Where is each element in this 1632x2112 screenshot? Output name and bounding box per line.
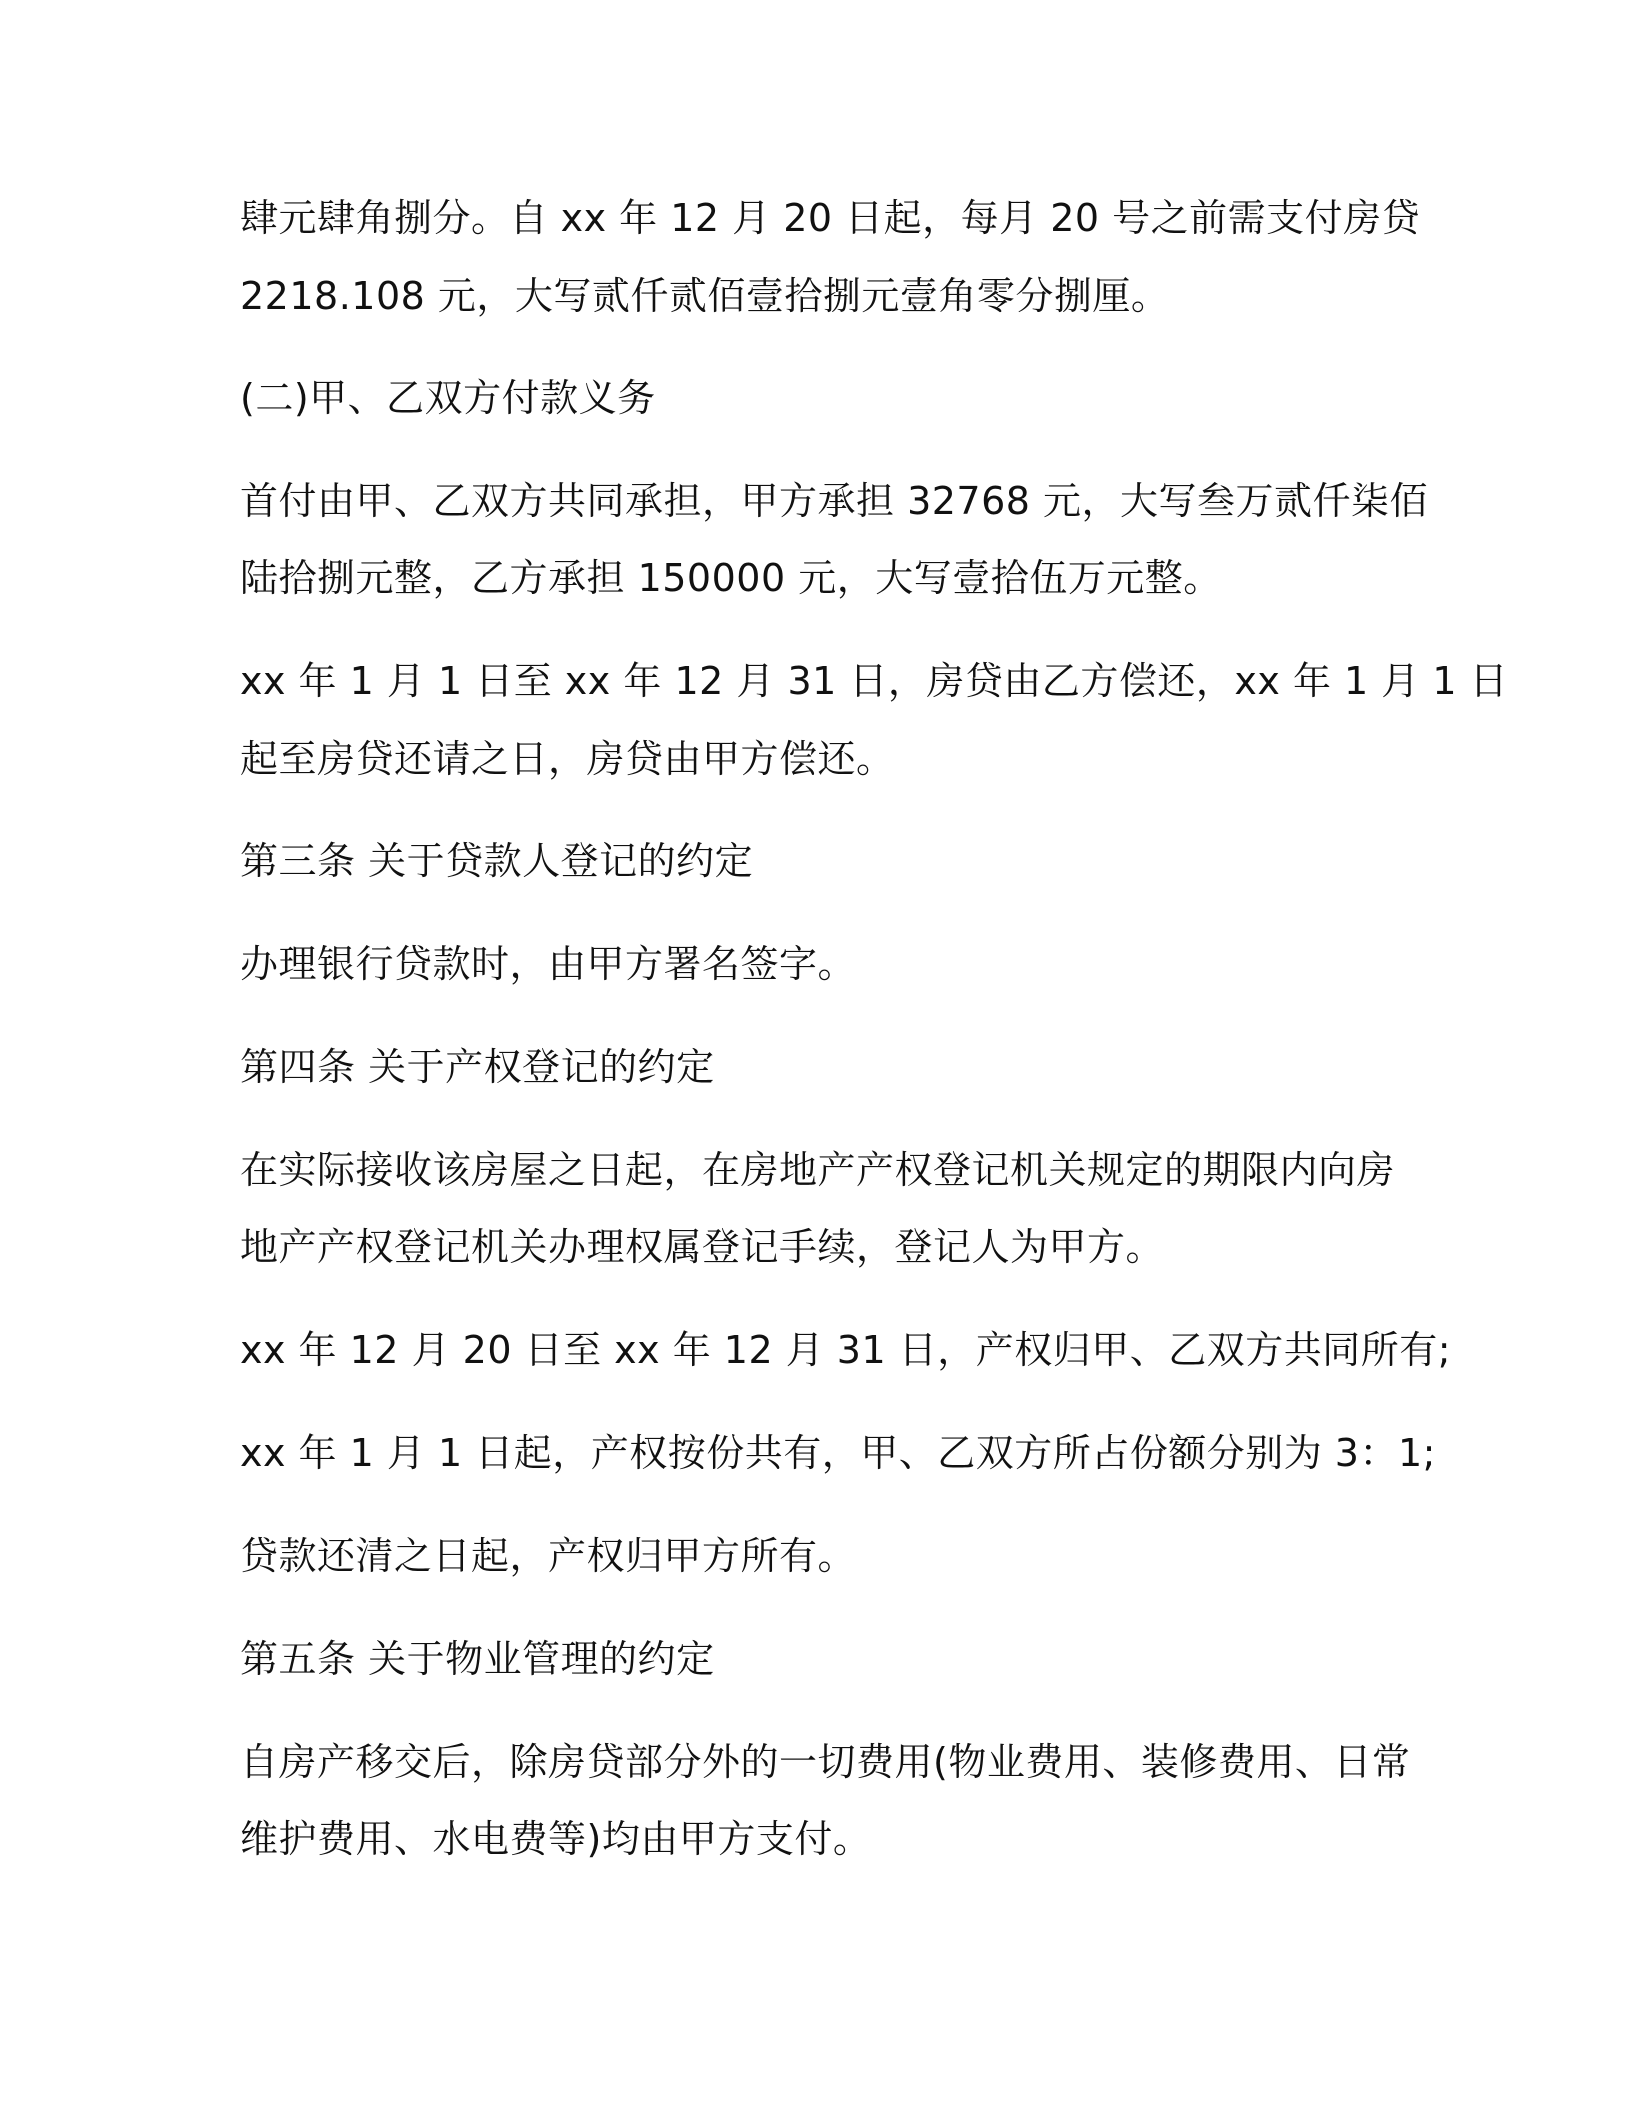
text-line: 办理银行贷款时，由甲方署名签字。 [240, 942, 857, 986]
article-heading: 第五条 关于物业管理的约定 [240, 1637, 715, 1681]
text-line: 肆元肆角捌分。自 xx 年 12 月 20 日起，每月 20 号之前需支付房贷 [240, 196, 1421, 240]
text-line: 维护费用、水电费等)均由甲方支付。 [240, 1817, 872, 1861]
text-line: 自房产移交后，除房贷部分外的一切费用(物业费用、装修费用、日常 [240, 1740, 1411, 1784]
section-heading: (二)甲、乙双方付款义务 [240, 376, 656, 420]
text-line: 地产产权登记机关办理权属登记手续，登记人为甲方。 [240, 1225, 1165, 1269]
article-heading: 第三条 关于贷款人登记的约定 [240, 839, 754, 883]
text-line: 陆拾捌元整，乙方承担 150000 元，大写壹拾伍万元整。 [240, 556, 1222, 600]
text-line: xx 年 12 月 20 日至 xx 年 12 月 31 日，产权归甲、乙双方共同所有; [240, 1328, 1452, 1372]
text-line: xx 年 1 月 1 日至 xx 年 12 月 31 日，房贷由乙方偿还，xx 年 1 月 1 日 [240, 659, 1509, 703]
text-line: 起至房贷还请之日，房贷由甲方偿还。 [240, 737, 895, 781]
article-heading: 第四条 关于产权登记的约定 [240, 1045, 715, 1089]
text-line: 2218.108 元，大写贰仟贰佰壹拾捌元壹角零分捌厘。 [240, 274, 1170, 318]
text-line: xx 年 1 月 1 日起，产权按份共有，甲、乙双方所占份额分别为 3：1; [240, 1431, 1436, 1475]
text-line: 在实际接收该房屋之日起，在房地产产权登记机关规定的期限内向房 [240, 1148, 1396, 1192]
text-line: 首付由甲、乙双方共同承担，甲方承担 32768 元，大写叁万贰仟柒佰 [240, 479, 1429, 523]
text-line: 贷款还清之日起，产权归甲方所有。 [240, 1534, 857, 1578]
